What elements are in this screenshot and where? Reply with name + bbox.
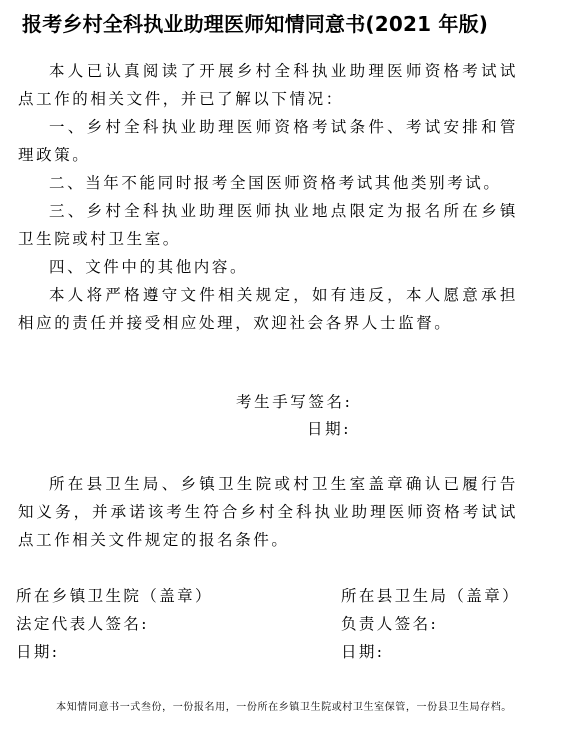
paragraph-intro: 本人已认真阅读了开展乡村全科执业助理医师资格考试试点工作的相关文件，并已了解以下情况： bbox=[18, 62, 518, 108]
document-title: 报考乡村全科执业助理医师知情同意书(2021 年版) bbox=[22, 12, 489, 36]
county-health-bureau-block bbox=[341, 582, 520, 666]
county-health-bureau-seal-label: 所在县卫生局（盖章） bbox=[341, 587, 521, 605]
candidate-date-label: 日期: bbox=[307, 420, 352, 438]
paragraph-item-2: 二、当年不能同时报考全国医师资格考试其他类别考试。 bbox=[49, 174, 502, 192]
paragraph-item-3: 三、乡村全科执业助理医师执业地点限定为报名所在乡镇卫生院或村卫生室。 bbox=[18, 202, 518, 248]
footnote: 本知情同意书一式叁份，一份报名用，一份所在乡镇卫生院或村卫生室保管，一份县卫生局存档。 bbox=[56, 702, 512, 713]
township-hospital-block bbox=[16, 582, 213, 666]
township-hospital-seal-label: 所在乡镇卫生院（盖章） bbox=[16, 587, 213, 605]
paragraph-item-1: 一、乡村全科执业助理医师资格考试条件、考试安排和管理政策。 bbox=[18, 118, 518, 164]
county-health-bureau-date-label: 日期: bbox=[341, 643, 385, 661]
paragraph-commitment: 本人将严格遵守文件相关规定，如有违反，本人愿意承担相应的责任并接受相应处理，欢迎社会各界人士监督。 bbox=[18, 286, 518, 332]
confirmation-paragraph: 所在县卫生局、乡镇卫生院或村卫生室盖章确认已履行告知义务，并承诺该考生符合乡村全科执业助理医师资格考试试点工作相关文件规定的报名条件。 bbox=[18, 475, 518, 549]
paragraph-item-4: 四、文件中的其他内容。 bbox=[49, 258, 249, 276]
candidate-signature-label: 考生手写签名: bbox=[236, 393, 353, 411]
legal-representative-signature-label: 法定代表人签名: bbox=[16, 615, 149, 633]
responsible-person-signature-label: 负责人签名: bbox=[341, 615, 439, 633]
township-hospital-date-label: 日期: bbox=[16, 643, 60, 661]
